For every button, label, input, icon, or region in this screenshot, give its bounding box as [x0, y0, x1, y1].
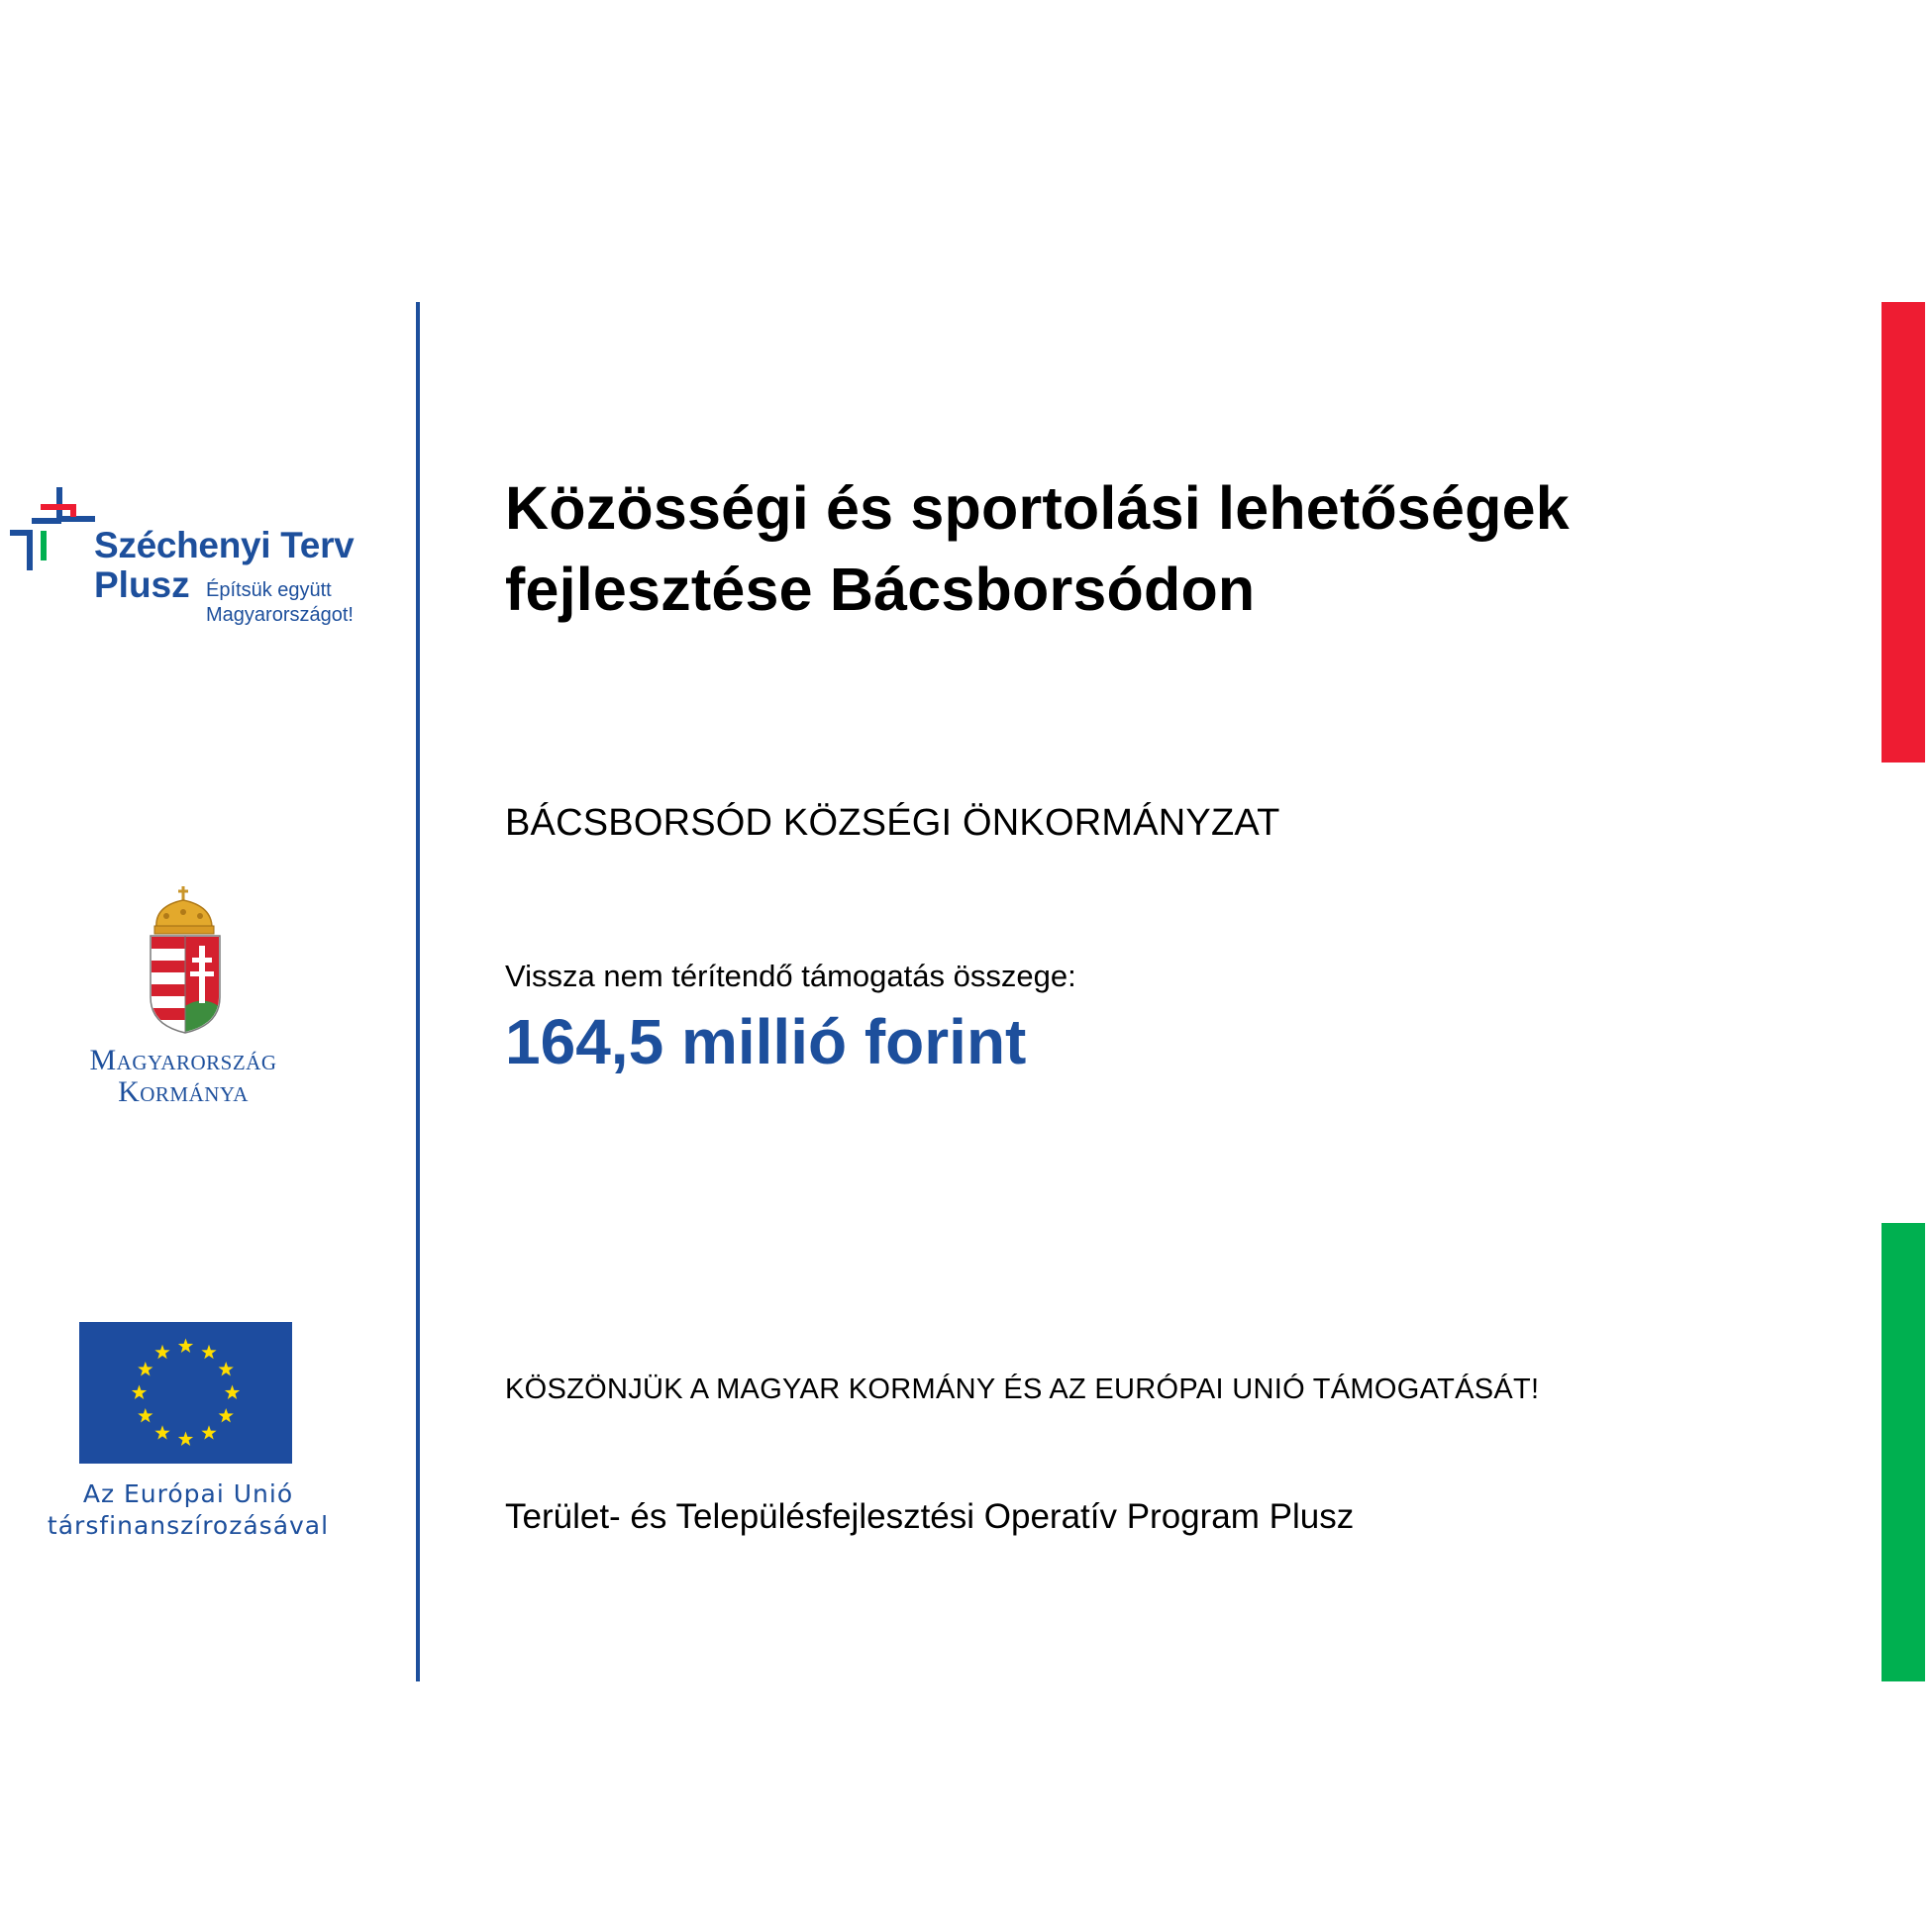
program-name: Terület- és Településfejlesztési Operatív Program Plusz [505, 1497, 1355, 1536]
government-name-line-2: Kormánya [118, 1075, 249, 1108]
beneficiary-name: BÁCSBORSÓD KÖZSÉGI ÖNKORMÁNYZAT [505, 802, 1280, 844]
hungarian-government-logo [59, 886, 307, 1109]
eu-text-line-1: Az Európai Unió [82, 1479, 294, 1508]
szechenyi-subtitle: Plusz [94, 564, 190, 605]
government-name [59, 1045, 307, 1108]
coat-of-arms-icon [147, 886, 224, 1035]
szechenyi-terv-plusz-logo [8, 485, 384, 644]
flag-green-bar [1881, 1223, 1925, 1681]
grant-amount: 164,5 millió forint [505, 1006, 1027, 1077]
eu-cofinancing-text [30, 1478, 347, 1542]
european-union-logo [30, 1322, 347, 1545]
flag-red-bar [1881, 302, 1925, 763]
eu-flag-icon [79, 1322, 292, 1464]
thanks-message: KÖSZÖNJÜK A MAGYAR KORMÁNY ÉS AZ EURÓPAI UNIÓ TÁMOGATÁSÁT! [505, 1373, 1540, 1405]
szechenyi-tagline-2: Magyarországot! [206, 604, 354, 626]
szechenyi-cross-icon [8, 485, 97, 574]
vertical-divider [416, 302, 420, 1681]
szechenyi-title: Széchenyi Terv [94, 525, 355, 565]
szechenyi-tagline-1: Építsük együtt [206, 579, 332, 601]
eu-text-line-2: társfinanszírozásával [47, 1511, 330, 1540]
project-title: Közösségi és sportolási lehetőségek fejlesztése Bácsborsódon [505, 474, 1570, 623]
grant-amount-label: Vissza nem térítendő támogatás összege: [505, 959, 1076, 993]
government-name-line-1: Magyarország [89, 1044, 277, 1076]
